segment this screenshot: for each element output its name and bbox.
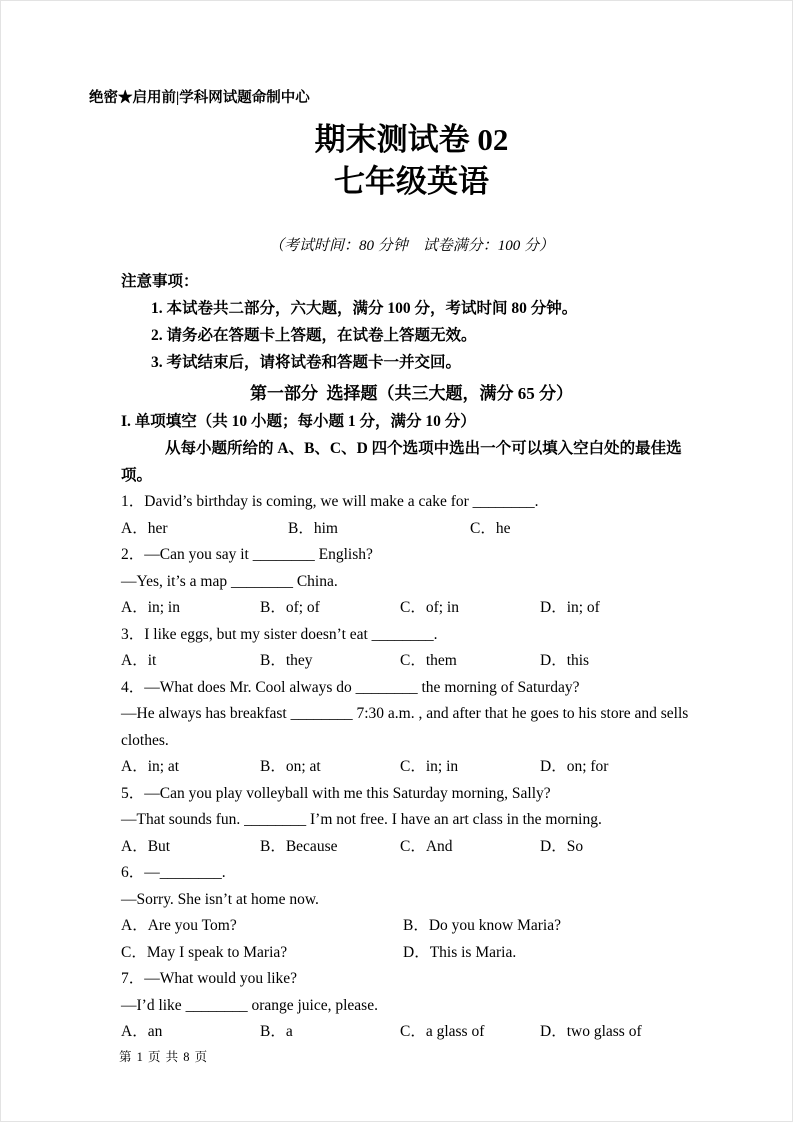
notice-heading: 注意事项： xyxy=(121,273,199,290)
notice-item-1: 1. 本试卷共二部分，六大题，满分 100 分，考试时间 80 分钟。 xyxy=(151,300,578,317)
option-d: D．this xyxy=(540,652,590,669)
option-c: C．in; in xyxy=(400,758,459,775)
classification-header: 绝密★启用前|学科网试题命制中心 xyxy=(89,90,310,106)
question-4 xyxy=(121,675,702,781)
option-b: B．Do you know Maria? xyxy=(403,917,561,934)
option-a: A．But xyxy=(121,837,171,855)
question-2 xyxy=(121,542,702,622)
question-5-options xyxy=(121,834,702,861)
question-1-options xyxy=(121,516,702,543)
question-7-stem: 7．—What would you like? xyxy=(121,970,298,987)
question-3-stem: 3．I like eggs, but my sister doesn’t eat ________. xyxy=(121,625,438,643)
option-d: D．in; of xyxy=(540,599,600,616)
page-footer: 第 1 页 共 8 页 xyxy=(119,1050,209,1064)
question-6-stem-line-2: —Sorry. She isn’t at home now. xyxy=(121,890,319,908)
option-c: C．a glass of xyxy=(400,1023,485,1040)
option-b: B．they xyxy=(260,652,313,669)
option-a: A．her xyxy=(121,519,168,537)
exam-info-line: （考试时间：80 分钟 试卷满分：100 分） xyxy=(268,238,554,254)
option-c: C．of; in xyxy=(400,599,459,616)
option-b: B．him xyxy=(288,519,338,537)
question-3-options xyxy=(121,648,702,675)
question-7 xyxy=(121,966,702,1046)
option-a: A．Are you Tom? xyxy=(121,917,237,934)
question-4-stem: 4．—What does Mr. Cool always do ________ the morning of Saturday? xyxy=(121,678,580,696)
option-c: C．he xyxy=(470,519,511,537)
question-4-stem-line-2: —He always has breakfast ________ 7:30 a.m. , and after that he goes to his store and sells xyxy=(121,705,689,722)
question-4-stem-line-3: clothes. xyxy=(121,731,169,749)
exam-subject-title: 七年级英语 xyxy=(334,164,489,199)
question-4-options xyxy=(121,754,702,781)
question-3 xyxy=(121,622,702,675)
question-7-stem-line-2: —I’d like ________ orange juice, please. xyxy=(121,996,378,1014)
option-a: A．in; at xyxy=(121,758,180,775)
notice-item-2: 2. 请务必在答题卡上答题，在试卷上答题无效。 xyxy=(151,327,477,344)
option-b: B．on; at xyxy=(260,758,321,775)
exam-title: 期末测试卷 02 xyxy=(314,122,509,157)
option-a: A．in; in xyxy=(121,599,180,616)
option-d: D．This is Maria. xyxy=(403,943,517,961)
question-6 xyxy=(121,860,702,966)
option-b: B．Because xyxy=(260,837,338,855)
option-c: C．them xyxy=(400,652,457,669)
question-1-stem: 1．David’s birthday is coming, we will make a cake for ________. xyxy=(121,493,539,510)
question-1 xyxy=(121,489,702,542)
option-d: D．two glass of xyxy=(540,1023,642,1040)
option-a: A．it xyxy=(121,652,157,669)
part-one-heading: 第一部分 选择题（共三大题，满分 65 分） xyxy=(250,384,573,403)
question-6-stem: 6．—________. xyxy=(121,864,226,881)
question-2-stem-line-2: —Yes, it’s a map ________ China. xyxy=(121,572,338,590)
question-2-options xyxy=(121,595,702,622)
question-2-stem: 2．—Can you say it ________ English? xyxy=(121,546,373,563)
option-d: D．on; for xyxy=(540,758,609,775)
question-5-stem: 5．—Can you play volleyball with me this Saturday morning, Sally? xyxy=(121,784,551,802)
question-5-stem-line-2: —That sounds fun. ________ I’m not free. I have an art class in the morning. xyxy=(121,811,602,828)
question-5 xyxy=(121,781,702,861)
notice-item-3: 3. 考试结束后，请将试卷和答题卡一并交回。 xyxy=(151,354,462,371)
option-c: C．May I speak to Maria? xyxy=(121,943,288,961)
option-c: C．And xyxy=(400,837,453,855)
option-b: B．of; of xyxy=(260,599,320,616)
option-b: B．a xyxy=(260,1023,293,1040)
question-6-options xyxy=(121,913,702,966)
option-a: A．an xyxy=(121,1023,163,1040)
section-one-instruction: 从每小题所给的 A、B、C、D 四个选项中选出一个可以填入空白处的最佳选项。 xyxy=(121,440,682,484)
section-one-heading: I. 单项填空（共 10 小题；每小题 1 分，满分 10 分） xyxy=(121,413,476,430)
option-d: D．So xyxy=(540,837,584,855)
question-7-options xyxy=(121,1019,702,1046)
